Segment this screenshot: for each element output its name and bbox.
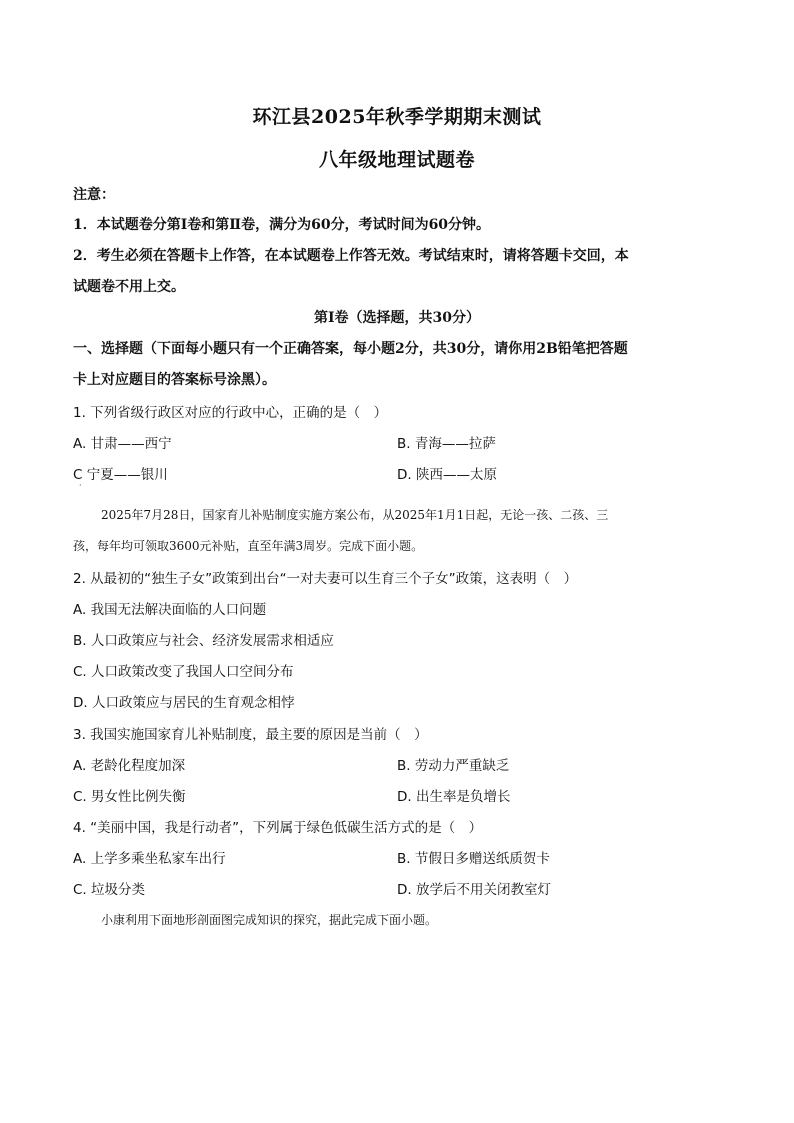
question-2-option-b: B. 人口政策应与社会、经济发展需求相适应 [73, 633, 334, 649]
notice-item-1: 1．本试题卷分第Ⅰ卷和第Ⅱ卷，满分为60分，考试时间为60分钟。 [73, 217, 491, 233]
material-2-line-1: 小康利用下面地形剖面图完成知识的探究，据此完成下面小题。 [101, 913, 438, 927]
question-1-option-d: D. 陕西——太原 [397, 467, 497, 483]
question-1-option-c: C 宁夏——银川 [73, 467, 168, 483]
question-3-option-a: A. 老龄化程度加深 [73, 758, 186, 774]
question-4-stem: 4. “美丽中国，我是行动者”，下列属于绿色低碳生活方式的是（ ） [73, 820, 483, 836]
material-1-line-2: 孩，每年均可领取3600元补贴，直至年满3周岁。完成下面小题。 [73, 539, 424, 553]
section-title: 第Ⅰ卷（选择题，共30分） [313, 310, 481, 326]
question-4-option-d: D. 放学后不用关闭教室灯 [397, 882, 551, 898]
material-1-line-1: 2025年7月28日，国家育儿补贴制度实施方案公布，从2025年1月1日起，无论一孩、二孩、三 [101, 508, 609, 522]
notice-item-2-line-1: 2．考生必须在答题卡上作答，在本试题卷上作答无效。考试结束时，请将答题卡交回，本 [73, 248, 629, 264]
notice-item-2-line-2: 试题卷不用上交。 [73, 279, 185, 295]
question-4-option-b: B. 节假日多赠送纸质贺卡 [397, 851, 550, 867]
part-instruction-line-1: 一、选择题（下面每小题只有一个正确答案，每小题2分，共30分，请你用2B铅笔把答题 [73, 341, 628, 357]
question-2-stem: 2. 从最初的“独生子女”政策到出台“一对夫妻可以生育三个子女”政策，这表明（ ） [73, 571, 578, 587]
question-2-option-a: A. 我国无法解决面临的人口问题 [73, 602, 267, 618]
question-2-option-d: D. 人口政策应与居民的生育观念相悖 [73, 695, 295, 711]
question-4-option-c: C. 垃圾分类 [73, 882, 146, 898]
notice-label: 注意： [73, 187, 115, 203]
exam-title: 环江县2025年秋季学期期末测试 [252, 106, 542, 128]
part-instruction-line-2: 卡上对应题目的答案标号涂黑）。 [73, 372, 276, 388]
question-3-option-d: D. 出生率是负增长 [397, 789, 511, 805]
question-4-option-a: A. 上学多乘坐私家车出行 [73, 851, 226, 867]
question-3-option-b: B. 劳动力严重缺乏 [397, 758, 510, 774]
stray-dot: · [79, 481, 82, 490]
question-2-option-c: C. 人口政策改变了我国人口空间分布 [73, 664, 294, 680]
exam-subtitle: 八年级地理试题卷 [318, 149, 475, 171]
question-3-stem: 3. 我国实施国家育儿补贴制度，最主要的原因是当前（ ） [73, 727, 428, 743]
question-1-option-b: B. 青海——拉萨 [397, 436, 496, 452]
question-1-stem: 1. 下列省级行政区对应的行政中心，正确的是（ ） [73, 405, 388, 421]
question-1-option-a: A. 甘肃——西宁 [73, 436, 172, 452]
question-3-option-c: C. 男女性比例失衡 [73, 789, 186, 805]
